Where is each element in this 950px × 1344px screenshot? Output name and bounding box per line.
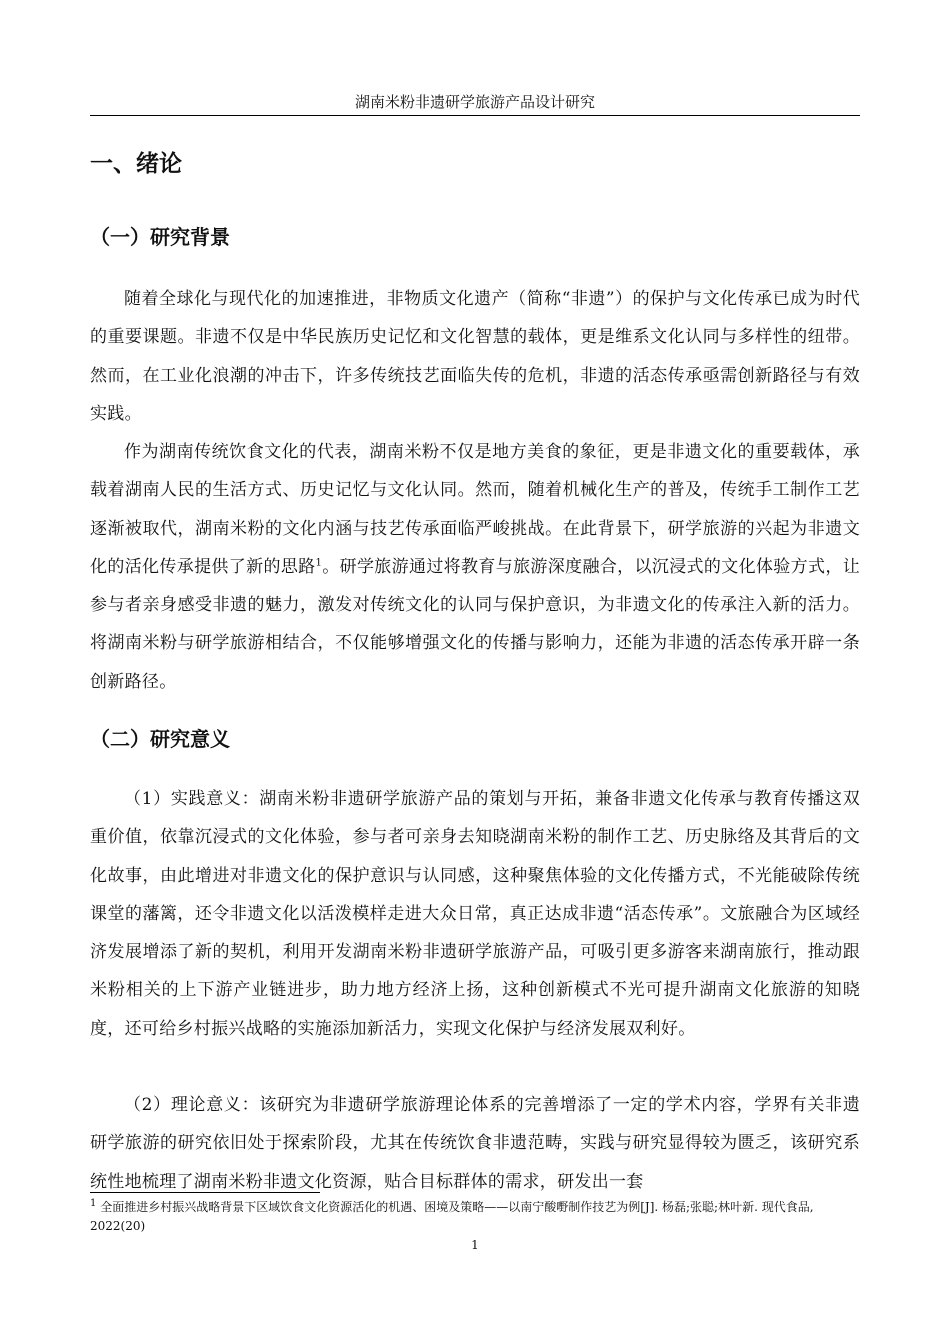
paragraph: 随着全球化与现代化的加速推进，非物质文化遗产（简称“非遗”）的保护与文化传承已成为时代的重要课题。非遗不仅是中华民族历史记忆和文化智慧的载体，更是维系文化认同与多样性的纽带。然而，在工业化浪潮的冲击下，许多传统技艺面临失传的危机，非遗的活态传承亟需创新路径与有效实践。 xyxy=(90,289,860,424)
paragraph xyxy=(90,433,860,701)
paragraph-text: 作为湖南传统饮食文化的代表，湖南米粉不仅是地方美食的象征，更是非遗文化的重要载体，承载着湖南人民的生活方式、历史记忆与文化认同。然而，随着机械化生产的普及，传统手工制作工艺逐渐被取代，湖南米粉的文化内涵与技艺传承面临严峻挑战。在此背景下，研学旅游的兴起为非遗文化的活化传承提供了新的思路 xyxy=(90,442,860,577)
header-rule xyxy=(90,115,860,116)
footnote-mark: 1 xyxy=(90,1198,97,1209)
paragraph: （2）理论意义：该研究为非遗研学旅游理论体系的完善增添了一定的学术内容，学界有关非遗研学旅游的研究依旧处于探索阶段，尤其在传统饮食非遗范畴，实践与研究显得较为匮乏，该研究系统性地梳理了湖南米粉非遗文化资源，贴合目标群体的需求，研发出一套 xyxy=(90,1095,860,1192)
footnote-reference[interactable]: 1 xyxy=(315,557,323,569)
chapter-title: 一、绪论 xyxy=(90,151,182,177)
running-header: 湖南米粉非遗研学旅游产品设计研究 xyxy=(354,93,595,111)
footnote-rule xyxy=(90,1192,320,1193)
footnote xyxy=(90,1198,860,1236)
paragraph-text: 。研学旅游通过将教育与旅游深度融合，以沉浸式的文化体验方式，让参与者亲身感受非遗的魅力，激发对传统文化的认同与保护意识，为非遗文化的传承注入新的活力。将湖南米粉与研学旅游相结合，不仅能够增强文化的传播与影响力，还能为非遗的活态传承开辟一条创新路径。 xyxy=(90,556,860,692)
footnote-text: 全面推进乡村振兴战略背景下区域饮食文化资源活化的机遇、困境及策略——以南宁酸嘢制作技艺为例[J]. 杨磊;张聪;林叶新. 现代食品, 2022(20) xyxy=(90,1200,814,1233)
section-title-significance: （二）研究意义 xyxy=(90,727,230,751)
paragraph: （1）实践意义：湖南米粉非遗研学旅游产品的策划与开拓，兼备非遗文化传承与教育传播这双重价值，依靠沉浸式的文化体验，参与者可亲身去知晓湖南米粉的制作工艺、历史脉络及其背后的文化故事，由此增进对非遗文化的保护意识与认同感，这种聚焦体验的文化传播方式，不光能破除传统课堂的藩篱，还令非遗文化以活泼模样走进大众日常，真正达成非遗“活态传承”。文旅融合为区域经济发展增添了新的契机，利用开发湖南米粉非遗研学旅游产品，可吸引更多游客来湖南旅行，推动跟米粉相关的上下游产业链进步，助力地方经济上扬，这种创新模式不光可提升湖南文化旅游的知晓度，还可给乡村振兴战略的实施添加新活力，实现文化保护与经济发展双利好。 xyxy=(90,789,860,1039)
section-title-background: （一）研究背景 xyxy=(90,225,230,249)
page-number: 1 xyxy=(471,1238,479,1252)
